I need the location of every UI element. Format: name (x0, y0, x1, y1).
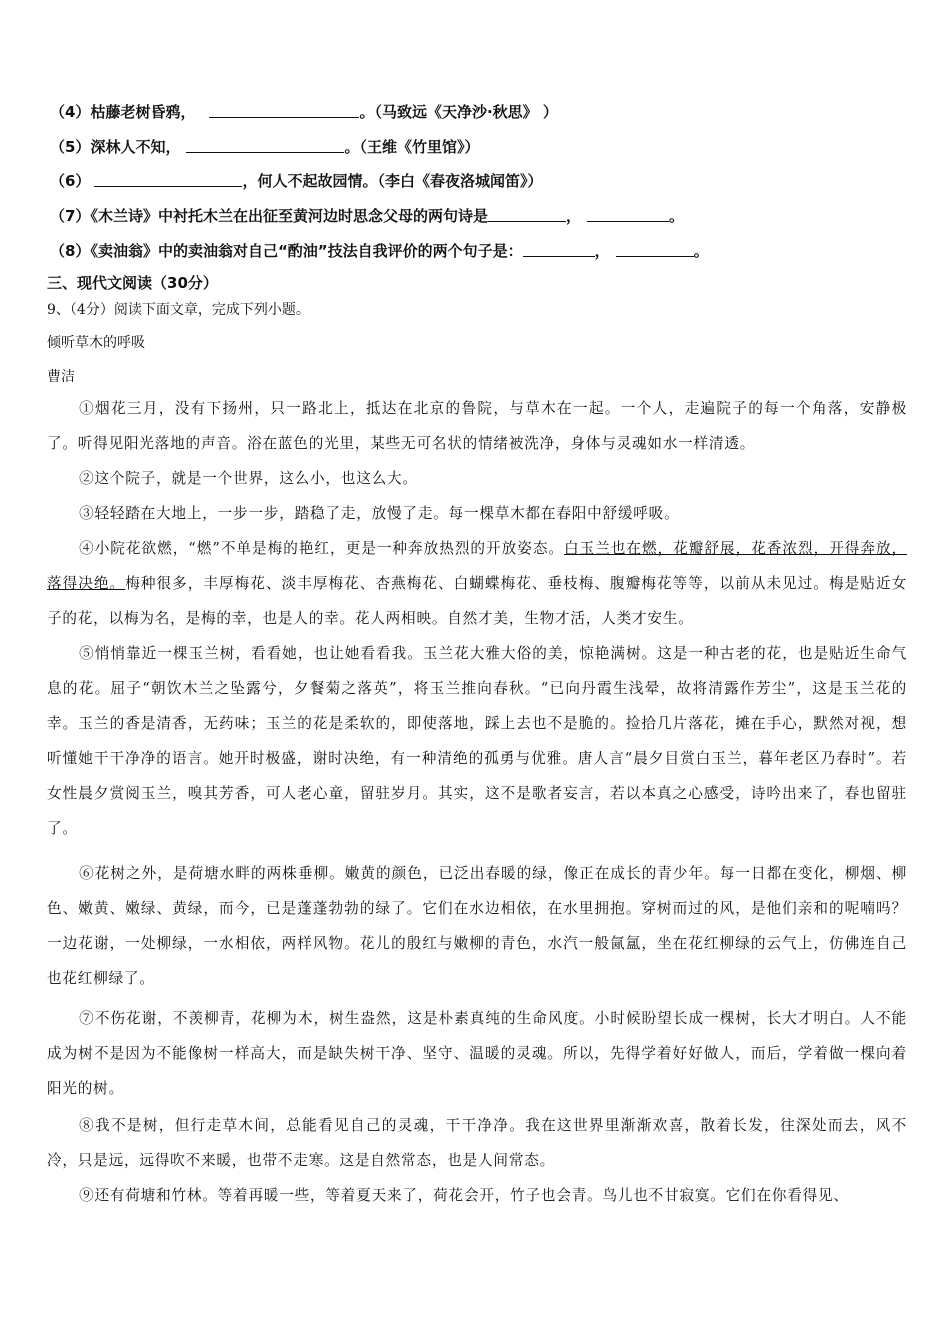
paragraph-1: ①烟花三月，没有下扬州，只一路北上，抵达在北京的鲁院，与草木在一起。一个人，走遍院子的每一个角落，安静极了。听得见阳光落地的声音。浴在蓝色的光里，某些无可名状的情绪被洗净，身体与灵魂如水一样清透。 (47, 400, 907, 452)
question-number: （7） (50, 207, 91, 225)
question-6 (50, 170, 542, 191)
question-4 (50, 101, 558, 122)
question-source: 。（王维《竹里馆》） (344, 138, 480, 156)
answer-blank[interactable] (616, 242, 694, 257)
answer-blank[interactable] (94, 172, 242, 187)
question-text: 枯藤老树昏鸦， (90, 103, 196, 121)
section-title: 三、现代文阅读（30分） (47, 274, 218, 292)
answer-blank[interactable] (186, 138, 344, 153)
paragraph-3: ③轻轻踏在大地上，一步一步，踏稳了走，放慢了走。每一棵草木都在春阳中舒缓呼吸。 (79, 505, 680, 522)
question-number: （5） (50, 138, 91, 156)
article-title: 倾听草木的呼吸 (47, 335, 145, 351)
answer-blank[interactable] (523, 242, 595, 257)
question-text: 《卖油翁》中的卖油翁对自己“酌油”技法自我评价的两个句子是： (90, 242, 523, 260)
question-number: （6） (50, 172, 91, 190)
question-8 (50, 240, 709, 261)
answer-blank[interactable] (488, 207, 566, 222)
separator: ， (565, 207, 581, 225)
paragraph-6: ⑥花树之外，是荷塘水畔的两株垂柳。嫩黄的颜色，已泛出春暖的绿，像正在成长的青少年。每一日都在变化，柳烟、柳色、嫩黄、嫩绿、黄绿，而今，已是蓬蓬勃勃的绿了。它们在水边相依，在水里拥抱。穿树而过的风，是他们亲和的呢喃吗？一边花谢，一处柳绿，一水相依，两样风物。花儿的殷红与嫩柳的青色，水汽一般氤氲，坐在花红柳绿的云气上，仿佛连自己也花红柳绿了。 (47, 865, 907, 987)
question-source: ，何人不起故园情。（李白《春夜洛城闻笛》） (242, 172, 543, 190)
question-number: （8） (50, 242, 91, 260)
paragraph-8: ⑧我不是树，但行走草木间，总能看见自己的灵魂，干干净净。我在这世界里渐渐欢喜，散着长发，往深处而去，风不冷，只是远，远得吹不来暖，也带不走寒。这是自然常态，也是人间常态。 (47, 1117, 907, 1169)
question-5 (50, 136, 479, 157)
answer-blank[interactable] (587, 207, 669, 222)
paragraph-text: ④小院花欲燃，“燃”不单是梅的艳红，更是一种奔放热烈的开放姿态。 (79, 540, 565, 557)
paragraph-5: ⑤悄悄靠近一棵玉兰树，看看她，也让她看看我。玉兰花大雅大俗的美，惊艳满树。这是一种古老的花，也是贴近生命气息的花。屈子“朝饮木兰之坠露兮，夕餐菊之落英”，将玉兰推向春秋。“已向丹霞生浅晕，故将清露作芳尘”，这是玉兰花的幸。玉兰的香是清香，无药味；玉兰的花是柔软的，即使落地，踩上去也不是脆的。捡拾几片落花，摊在手心，默然对视，想听懂她干干净净的语言。她开时极盛，谢时决绝，有一种清绝的孤勇与优雅。唐人言“晨夕目赏白玉兰，暮年老区乃春时”。若女性晨夕赏阅玉兰，嗅其芳香，可人老心童，留驻岁月。其实，这不是歌者妄言，若以本真之心感受，诗吟出来了，春也留驻了。 (47, 645, 907, 837)
question-text: 深林人不知， (90, 138, 181, 156)
paragraph-9: ⑨还有荷塘和竹林。等着再暖一些，等着夏天来了，荷花会开，竹子也会青。鸟儿也不甘寂寞。它们在你看得见、 (79, 1187, 849, 1204)
answer-blank[interactable] (209, 103, 359, 118)
paragraph-text: 梅种很多，丰厚梅花、淡丰厚梅花、杏燕梅花、白蝴蝶梅花、垂枝梅、腹瓣梅花等等，以前从未见过。梅是贴近女子的花，以梅为名，是梅的幸，也是人的幸。花人两相映。自然才美，生物才活，人类才安生。 (47, 575, 907, 627)
end-mark: 。 (693, 242, 709, 260)
separator: ， (594, 242, 610, 260)
article-author: 曹洁 (47, 369, 75, 385)
question-number: （4） (50, 103, 91, 121)
question-7 (50, 205, 684, 226)
question-source: 。（马致远《天净沙·秋思》 ） (359, 103, 558, 121)
underlined-sentence: 白玉兰也在燃，花瓣舒展，花香浓烈，开得奔放，落得决绝。 (47, 540, 907, 592)
paragraph-4 (47, 531, 907, 636)
question-text: 《木兰诗》中衬托木兰在出征至黄河边时思念父母的两句诗是 (90, 207, 488, 225)
paragraph-2: ②这个院子，就是一个世界，这么小，也这么大。 (79, 470, 418, 487)
end-mark: 。 (668, 207, 684, 225)
question-9-prompt: 9、（4分）阅读下面文章，完成下列小题。 (47, 302, 310, 318)
paragraph-7: ⑦不伤花谢，不羡柳青，花柳为木，树生盎然，这是朴素真纯的生命风度。小时候盼望长成一棵树，长大才明白。人不能成为树不是因为不能像树一样高大，而是缺失树干净、坚守、温暖的灵魂。所以，先得学着好好做人，而后，学着做一棵向着阳光的树。 (47, 1010, 907, 1097)
